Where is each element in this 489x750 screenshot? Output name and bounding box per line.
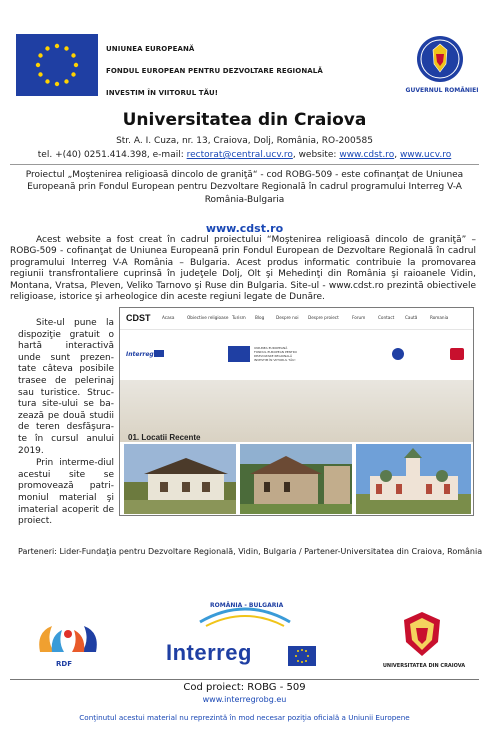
university-contact — [0, 150, 489, 160]
contact-prefix: tel. +(40) 0251.414.398, e-mail: — [37, 150, 187, 160]
screenshot-section-title: 01. Locatii Recente — [128, 433, 201, 442]
interreg-logo — [160, 600, 330, 672]
government-label: GUVERNUL ROMÂNIEI — [405, 87, 479, 94]
eu-text — [106, 38, 323, 104]
website-link-cdst[interactable]: www.cdst.ro — [339, 150, 395, 160]
interreg-top-label: ROMÂNIA - BULGARIA — [210, 602, 284, 609]
footer-disclaimer: Conţinutul acestui material nu reprezintă în mod necesar poziţia oficială a Uniunii Europene — [79, 713, 410, 722]
screenshot-menu-item: Acasa — [162, 315, 175, 320]
screenshot-eu-line: DEZVOLTARE REGIONALĂ — [254, 354, 293, 358]
screenshot-ucv-crest-icon — [450, 348, 464, 360]
screenshot-eu-flag-large-icon — [228, 346, 250, 362]
website-link-ucv[interactable]: www.ucv.ro — [399, 150, 452, 160]
screenshot-banner — [120, 330, 473, 380]
footer-divider — [10, 679, 479, 680]
eu-line-1: UNIUNEA EUROPEANĂ — [106, 45, 195, 53]
website-screenshot — [119, 307, 474, 516]
rdf-label: RDF — [56, 660, 72, 668]
eu-flag-icon — [16, 34, 98, 96]
project-intro: Proiectul „Moştenirea religioasă dincolo de graniţă“ - cod ROBG-509 - este cofinanţat de Uniunea Europeană prin Fondul European pentru Dezvoltare Regională în cadrul programului Interreg V-A România-Bulgaria — [25, 170, 464, 205]
screenshot-eu-line: FONDUL EUROPEAN PENTRU — [254, 350, 298, 354]
screenshot-menu-item: Romania — [430, 315, 449, 320]
screenshot-menu-item: Blog — [255, 315, 265, 320]
screenshot-eu-flag-icon — [154, 350, 164, 357]
site-title: www.cdst.ro — [205, 222, 284, 235]
side-paragraph-1: Site-ul pune la dispoziţie gratuit o hartă interactivă unde sunt prezen-tate câteva posibile trasee de pelerinaj sau turistice. Struc-tura site-ului se ba-zează pe două studii de teren desfăşura-te în cursul anului 2019. — [18, 318, 114, 456]
website-separator: , — [394, 150, 400, 160]
interreg-label: Interreg — [166, 640, 252, 665]
screenshot-eu-text — [254, 346, 297, 362]
screenshot-menu-item: Obiective religioase — [187, 315, 229, 320]
body-text — [10, 235, 476, 303]
divider — [10, 164, 479, 165]
footer-url-link[interactable]: www.interregrobg.eu — [202, 695, 287, 704]
screenshot-menu-item: Cautã — [405, 315, 418, 320]
university-address: Str. A. I. Cuza, nr. 13, Craiova, Dolj, România, RO-200585 — [116, 136, 373, 146]
email-link[interactable]: rectorat@central.ucv.ro — [186, 150, 293, 160]
university-title: Universitatea din Craiova — [122, 110, 367, 130]
side-text — [18, 318, 114, 528]
ucv-label: UNIVERSITATEA DIN CRAIOVA — [382, 663, 466, 669]
government-seal-icon — [414, 34, 466, 84]
screenshot-logo: CDST — [126, 313, 151, 323]
project-code: Cod proiect: ROBG - 509 — [183, 682, 306, 693]
side-paragraph-2: Prin interme-diul acestui site se promovează patri-moniul material şi imaterial acoperit de proiect. — [18, 458, 114, 527]
header — [0, 0, 489, 100]
eu-line-2: FONDUL EUROPEAN PENTRU DEZVOLTARE REGIONALĂ — [106, 67, 323, 75]
screenshot-interreg-logo — [126, 348, 152, 362]
eu-line-3: INVESTIM ÎN VIITORUL TĂU! — [106, 89, 219, 97]
website-prefix: , website: — [292, 150, 340, 160]
screenshot-interreg-text: Interreg — [126, 351, 154, 358]
screenshot-eu-line: INVESTIM ÎN VIITORUL TĂU! — [254, 358, 296, 362]
screenshot-eu-line: UNIUNEA EUROPEANĂ — [254, 346, 288, 350]
ucv-crest-icon — [392, 610, 452, 660]
screenshot-nav — [120, 308, 473, 330]
screenshot-menu-item: Contact — [378, 315, 395, 320]
screenshot-menu-item: Despre proiect — [308, 315, 339, 320]
screenshot-menu-item: Turism — [232, 315, 246, 320]
body-paragraph: Acest website a fost creat în cadrul proiectului “Moştenirea religioasă dincolo de graniţă” – ROBG-509 - cofinanţat de Uniunea Europeană prin Fondul European de Dezvoltare Regională în cadrul programului Interreg V-A România – Bulgaria. Acest produs informatic contribuie la promovarea regiunii transfrontaliere cuprinsă în judeţele Dolj, Olt şi Mehedinţi din România şi raioanele Vidin, Montana, Vratsa, Pleven, Veliko Tarnovo şi Ruse din Bulgaria. Site-ul - www.cdst.ro prezintă obiectivele religioase, istorice şi arheologice din aceste regiuni legate de Dunăre. — [10, 235, 476, 303]
screenshot-menu-item: Forum — [352, 315, 366, 320]
screenshot-photo-3 — [356, 444, 471, 514]
screenshot-gov-seal-icon — [392, 348, 404, 360]
screenshot-photo-2 — [240, 444, 352, 514]
screenshot-photo-1 — [124, 444, 236, 514]
screenshot-menu-item: Despre noi — [276, 315, 299, 320]
partners-line: Parteneri: Lider-Fundaţia pentru Dezvoltare Regională, Vidin, Bulgaria / Partener-Universitatea din Craiova, România — [18, 547, 483, 556]
